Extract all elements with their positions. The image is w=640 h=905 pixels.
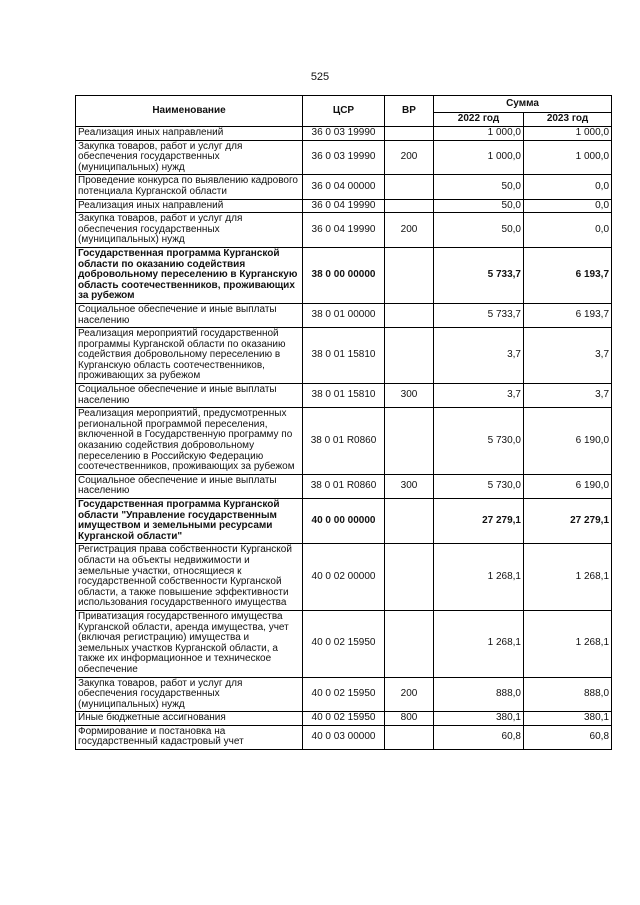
row-sum-2023: 3,7 (524, 328, 612, 384)
row-name: Приватизация государственного имущества Курганской области, аренда имущества, учет (включая регистрацию) имущества и земельных участков Курганской области, а также их информационное и техническое обеспечение (76, 610, 303, 677)
row-csr: 40 0 02 15950 (303, 677, 385, 712)
header-vr: ВР (385, 96, 434, 127)
table-row (76, 544, 612, 611)
row-vr: 200 (385, 677, 434, 712)
row-vr: 200 (385, 213, 434, 248)
row-csr: 38 0 00 00000 (303, 247, 385, 303)
row-name: Реализация иных направлений (76, 199, 303, 213)
row-sum-2023: 1 268,1 (524, 544, 612, 611)
row-name: Проведение конкурса по выявлению кадрового потенциала Курганской области (76, 175, 303, 199)
row-vr: 800 (385, 712, 434, 726)
row-csr: 40 0 02 00000 (303, 544, 385, 611)
row-name: Регистрация права собственности Курганской области на объекты недвижимости и земельные участки, относящиеся к государственной собственности Курганской области, а также повышение эффективности использования государственного имущества (76, 544, 303, 611)
row-sum-2023: 1 268,1 (524, 610, 612, 677)
row-csr: 38 0 01 R0860 (303, 474, 385, 498)
row-vr (385, 610, 434, 677)
row-sum-2023: 0,0 (524, 175, 612, 199)
row-vr: 300 (385, 384, 434, 408)
row-sum-2023: 1 000,0 (524, 140, 612, 175)
table-row (76, 712, 612, 726)
row-csr: 40 0 02 15950 (303, 610, 385, 677)
row-sum-2022: 50,0 (434, 213, 524, 248)
row-csr: 36 0 04 19990 (303, 199, 385, 213)
header-csr: ЦСР (303, 96, 385, 127)
header-year-2022: 2022 год (434, 113, 524, 127)
row-name: Закупка товаров, работ и услуг для обеспечения государственных (муниципальных) нужд (76, 677, 303, 712)
row-sum-2023: 6 193,7 (524, 247, 612, 303)
table-row (76, 474, 612, 498)
row-sum-2022: 1 268,1 (434, 610, 524, 677)
row-name: Социальное обеспечение и иные выплаты населению (76, 303, 303, 327)
row-name: Закупка товаров, работ и услуг для обеспечения государственных (муниципальных) нужд (76, 140, 303, 175)
row-sum-2023: 27 279,1 (524, 499, 612, 544)
row-csr: 40 0 02 15950 (303, 712, 385, 726)
row-sum-2022: 5 730,0 (434, 408, 524, 475)
row-sum-2022: 50,0 (434, 199, 524, 213)
row-sum-2023: 6 190,0 (524, 474, 612, 498)
row-csr: 36 0 04 19990 (303, 213, 385, 248)
row-csr: 38 0 01 00000 (303, 303, 385, 327)
row-vr (385, 199, 434, 213)
table-row (76, 725, 612, 749)
table-row (76, 140, 612, 175)
row-vr (385, 328, 434, 384)
row-csr: 36 0 03 19990 (303, 127, 385, 141)
row-name: Формирование и постановка на государственный кадастровый учет (76, 725, 303, 749)
row-sum-2022: 1 000,0 (434, 127, 524, 141)
row-vr: 200 (385, 140, 434, 175)
table-row (76, 127, 612, 141)
row-csr: 38 0 01 R0860 (303, 408, 385, 475)
table-row (76, 610, 612, 677)
row-name: Социальное обеспечение и иные выплаты населению (76, 384, 303, 408)
row-sum-2022: 3,7 (434, 328, 524, 384)
row-sum-2023: 6 190,0 (524, 408, 612, 475)
table-row (76, 408, 612, 475)
row-name: Реализация мероприятий, предусмотренных региональной программой переселения, включенной в Государственную программу по оказанию содействия добровольному переселению в Российскую Федерацию соотечественников, проживающих за рубежом (76, 408, 303, 475)
table-row (76, 175, 612, 199)
row-name: Иные бюджетные ассигнования (76, 712, 303, 726)
row-sum-2023: 6 193,7 (524, 303, 612, 327)
row-vr (385, 175, 434, 199)
row-sum-2023: 380,1 (524, 712, 612, 726)
row-vr (385, 127, 434, 141)
row-vr (385, 544, 434, 611)
row-csr: 40 0 00 00000 (303, 499, 385, 544)
header-name: Наименование (76, 96, 303, 127)
row-name: Закупка товаров, работ и услуг для обеспечения государственных (муниципальных) нужд (76, 213, 303, 248)
row-csr: 38 0 01 15810 (303, 328, 385, 384)
row-name: Государственная программа Курганской области по оказанию содействия добровольному переселению в Курганскую область соотечественников, проживающих за рубежом (76, 247, 303, 303)
header-year-2023: 2023 год (524, 113, 612, 127)
table-row (76, 247, 612, 303)
row-vr (385, 247, 434, 303)
table-row (76, 303, 612, 327)
row-vr (385, 303, 434, 327)
row-sum-2022: 50,0 (434, 175, 524, 199)
row-sum-2022: 5 733,7 (434, 247, 524, 303)
row-csr: 40 0 03 00000 (303, 725, 385, 749)
row-vr (385, 499, 434, 544)
row-vr (385, 408, 434, 475)
row-sum-2022: 1 000,0 (434, 140, 524, 175)
table-row (76, 213, 612, 248)
table-row (76, 677, 612, 712)
row-name: Реализация иных направлений (76, 127, 303, 141)
row-csr: 36 0 03 19990 (303, 140, 385, 175)
row-sum-2023: 1 000,0 (524, 127, 612, 141)
row-sum-2022: 380,1 (434, 712, 524, 726)
row-csr: 38 0 01 15810 (303, 384, 385, 408)
table-row (76, 384, 612, 408)
page-number: 525 (310, 71, 330, 83)
row-sum-2022: 3,7 (434, 384, 524, 408)
row-sum-2022: 60,8 (434, 725, 524, 749)
row-sum-2023: 888,0 (524, 677, 612, 712)
table-row (76, 499, 612, 544)
row-sum-2022: 1 268,1 (434, 544, 524, 611)
row-sum-2023: 0,0 (524, 213, 612, 248)
budget-table (75, 95, 612, 750)
row-name: Государственная программа Курганской области "Управление государственным имуществом и земельными ресурсами Курганской области" (76, 499, 303, 544)
row-name: Реализация мероприятий государственной программы Курганской области по оказанию содействия добровольному переселению в Курганскую область соотечественников, проживающих за рубежом (76, 328, 303, 384)
row-sum-2023: 60,8 (524, 725, 612, 749)
table-row (76, 328, 612, 384)
table-row (76, 199, 612, 213)
row-sum-2022: 27 279,1 (434, 499, 524, 544)
row-csr: 36 0 04 00000 (303, 175, 385, 199)
header-sum: Сумма (434, 96, 612, 113)
row-sum-2022: 888,0 (434, 677, 524, 712)
row-vr: 300 (385, 474, 434, 498)
row-sum-2023: 3,7 (524, 384, 612, 408)
row-sum-2022: 5 733,7 (434, 303, 524, 327)
row-sum-2022: 5 730,0 (434, 474, 524, 498)
row-sum-2023: 0,0 (524, 199, 612, 213)
row-name: Социальное обеспечение и иные выплаты населению (76, 474, 303, 498)
table-body (76, 127, 612, 750)
row-vr (385, 725, 434, 749)
